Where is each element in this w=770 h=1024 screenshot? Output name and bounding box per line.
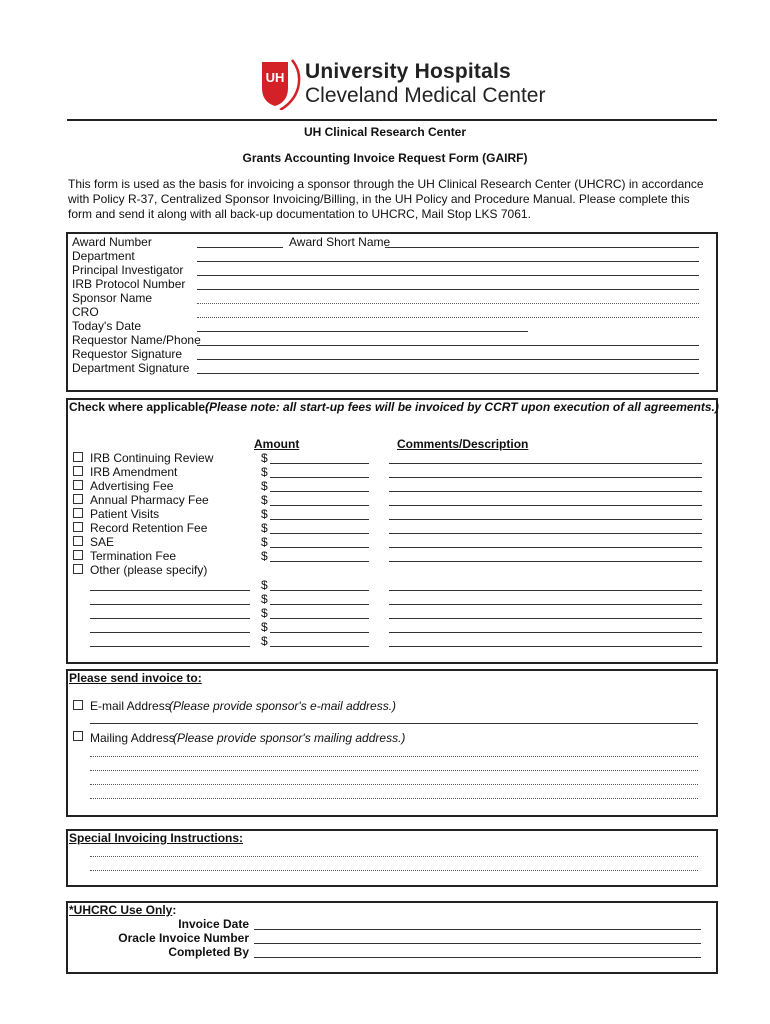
currency-sign: $ [261, 451, 268, 465]
comment-field[interactable] [389, 590, 702, 591]
completed-by-field[interactable] [254, 957, 701, 958]
comment-field[interactable] [389, 463, 702, 464]
fee-label-irb-continuing-review: IRB Continuing Review [90, 451, 214, 465]
requestor-name-field[interactable] [197, 345, 699, 346]
comments-header: Comments/Description [397, 437, 529, 451]
irb-protocol-field[interactable] [197, 289, 699, 290]
center-title: UH Clinical Research Center [303, 125, 467, 139]
send-invoice-heading: Please send invoice to: [69, 671, 202, 685]
currency-sign: $ [261, 479, 268, 493]
requestor-name-label: Requestor Name/Phone [72, 333, 201, 347]
uh-logo-mark-icon [258, 58, 304, 110]
mailing-note: (Please provide sponsor's mailing address.) [173, 731, 406, 745]
sponsor-name-field[interactable] [197, 303, 699, 304]
fee-label-record-retention-fee: Record Retention Fee [90, 521, 208, 535]
requestor-signature-field[interactable] [197, 359, 699, 360]
currency-sign: $ [261, 620, 268, 634]
currency-sign: $ [261, 465, 268, 479]
currency-sign: $ [261, 493, 268, 507]
fee-label-other: Other (please specify) [90, 563, 208, 577]
other-specify-field[interactable] [90, 604, 250, 605]
checkbox-advertising-fee[interactable] [73, 480, 83, 490]
checkbox-irb-amendment[interactable] [73, 466, 83, 476]
other-specify-field[interactable] [90, 632, 250, 633]
special-instructions-line[interactable] [90, 870, 698, 871]
checkbox-patient-visits[interactable] [73, 508, 83, 518]
special-instructions-heading: Special Invoicing Instructions: [69, 831, 244, 845]
fee-label-termination-fee: Termination Fee [90, 549, 177, 563]
requestor-signature-label: Requestor Signature [72, 347, 183, 361]
checkbox-mailing[interactable] [73, 731, 83, 741]
todays-date-field[interactable] [197, 331, 528, 332]
currency-sign: $ [261, 634, 268, 648]
amount-field[interactable] [270, 632, 369, 633]
cro-label: CRO [72, 305, 99, 319]
checkbox-annual-pharmacy-fee[interactable] [73, 494, 83, 504]
amount-field[interactable] [270, 561, 369, 562]
award-number-label: Award Number [72, 235, 152, 249]
award-short-name-label: Award Short Name [289, 235, 391, 249]
email-address-field[interactable] [90, 723, 698, 724]
comment-field[interactable] [389, 505, 702, 506]
email-label: E-mail Address [90, 699, 171, 713]
uhcrc-heading-colon: : [172, 903, 177, 917]
checkbox-record-retention-fee[interactable] [73, 522, 83, 532]
logo-initials: UH [265, 70, 285, 85]
currency-sign: $ [261, 507, 268, 521]
comment-field[interactable] [389, 561, 702, 562]
comment-field[interactable] [389, 533, 702, 534]
amount-header: Amount [254, 437, 300, 451]
fees-heading: Check where applicable: [69, 400, 210, 414]
sponsor-name-label: Sponsor Name [72, 291, 153, 305]
mailing-address-line[interactable] [90, 784, 698, 785]
special-instructions-line[interactable] [90, 856, 698, 857]
invoice-date-field[interactable] [254, 929, 701, 930]
checkbox-email[interactable] [73, 700, 83, 710]
completed-by-label: Completed By [168, 945, 249, 959]
checkbox-irb-continuing-review[interactable] [73, 452, 83, 462]
amount-field[interactable] [270, 477, 369, 478]
cro-field[interactable] [197, 317, 699, 318]
amount-field[interactable] [270, 491, 369, 492]
fee-label-advertising-fee: Advertising Fee [90, 479, 174, 493]
other-specify-field[interactable] [90, 646, 250, 647]
currency-sign: $ [261, 535, 268, 549]
todays-date-label: Today's Date [72, 319, 141, 333]
currency-sign: $ [261, 606, 268, 620]
invoice-date-label: Invoice Date [178, 917, 249, 931]
amount-field[interactable] [270, 618, 369, 619]
irb-protocol-label: IRB Protocol Number [72, 277, 186, 291]
principal-investigator-label: Principal Investigator [72, 263, 184, 277]
email-note: (Please provide sponsor's e-mail address.) [169, 699, 397, 713]
amount-field[interactable] [270, 505, 369, 506]
header-rule [67, 119, 717, 121]
fee-label-sae: SAE [90, 535, 115, 549]
amount-field[interactable] [270, 463, 369, 464]
amount-field[interactable] [270, 646, 369, 647]
oracle-invoice-number-field[interactable] [254, 943, 701, 944]
fee-label-patient-visits: Patient Visits [90, 507, 160, 521]
comment-field[interactable] [389, 604, 702, 605]
currency-sign: $ [261, 578, 268, 592]
other-specify-field[interactable] [90, 618, 250, 619]
uhcrc-heading: *UHCRC Use Only [69, 903, 173, 917]
fee-label-irb-amendment: IRB Amendment [90, 465, 178, 479]
comment-field[interactable] [389, 618, 702, 619]
checkbox-termination-fee[interactable] [73, 550, 83, 560]
principal-investigator-field[interactable] [197, 275, 699, 276]
currency-sign: $ [261, 592, 268, 606]
comment-field[interactable] [389, 491, 702, 492]
amount-field[interactable] [270, 533, 369, 534]
department-signature-field[interactable] [197, 373, 699, 374]
logo-line1: University Hospitals [305, 60, 511, 83]
mailing-address-line[interactable] [90, 756, 698, 757]
amount-field[interactable] [270, 547, 369, 548]
checkbox-sae[interactable] [73, 536, 83, 546]
fee-label-annual-pharmacy-fee: Annual Pharmacy Fee [90, 493, 209, 507]
oracle-invoice-number-label: Oracle Invoice Number [118, 931, 249, 945]
fees-note: (Please note: all start-up fees will be invoiced by CCRT upon execution of all agreements.) [205, 400, 719, 414]
comment-field[interactable] [389, 519, 702, 520]
logo-line2: Cleveland Medical Center [305, 84, 546, 107]
other-specify-field[interactable] [90, 590, 250, 591]
department-signature-label: Department Signature [72, 361, 190, 375]
mailing-address-line[interactable] [90, 770, 698, 771]
department-label: Department [72, 249, 135, 263]
award-short-name-field[interactable] [385, 247, 699, 248]
department-field[interactable] [197, 261, 699, 262]
currency-sign: $ [261, 549, 268, 563]
amount-field[interactable] [270, 519, 369, 520]
checkbox-other[interactable] [73, 564, 83, 574]
comment-field[interactable] [389, 547, 702, 548]
mailing-address-line[interactable] [90, 798, 698, 799]
comment-field[interactable] [389, 477, 702, 478]
amount-field[interactable] [270, 590, 369, 591]
comment-field[interactable] [389, 646, 702, 647]
comment-field[interactable] [389, 632, 702, 633]
mailing-label: Mailing Address [90, 731, 175, 745]
form-title: Grants Accounting Invoice Request Form (GAIRF) [242, 151, 528, 165]
currency-sign: $ [261, 521, 268, 535]
intro-text: This form is used as the basis for invoicing a sponsor through the UH Clinical Research Center (UHCRC) in accordance with Policy R-37, Centralized Sponsor Invoicing/Billing, in the UH Policy and Procedure Manual. Please complete this form and send it along with all back-up documentation to UHCRC, Mail Stop LKS 7061. [68, 177, 704, 221]
award-number-field[interactable] [197, 247, 283, 248]
amount-field[interactable] [270, 604, 369, 605]
